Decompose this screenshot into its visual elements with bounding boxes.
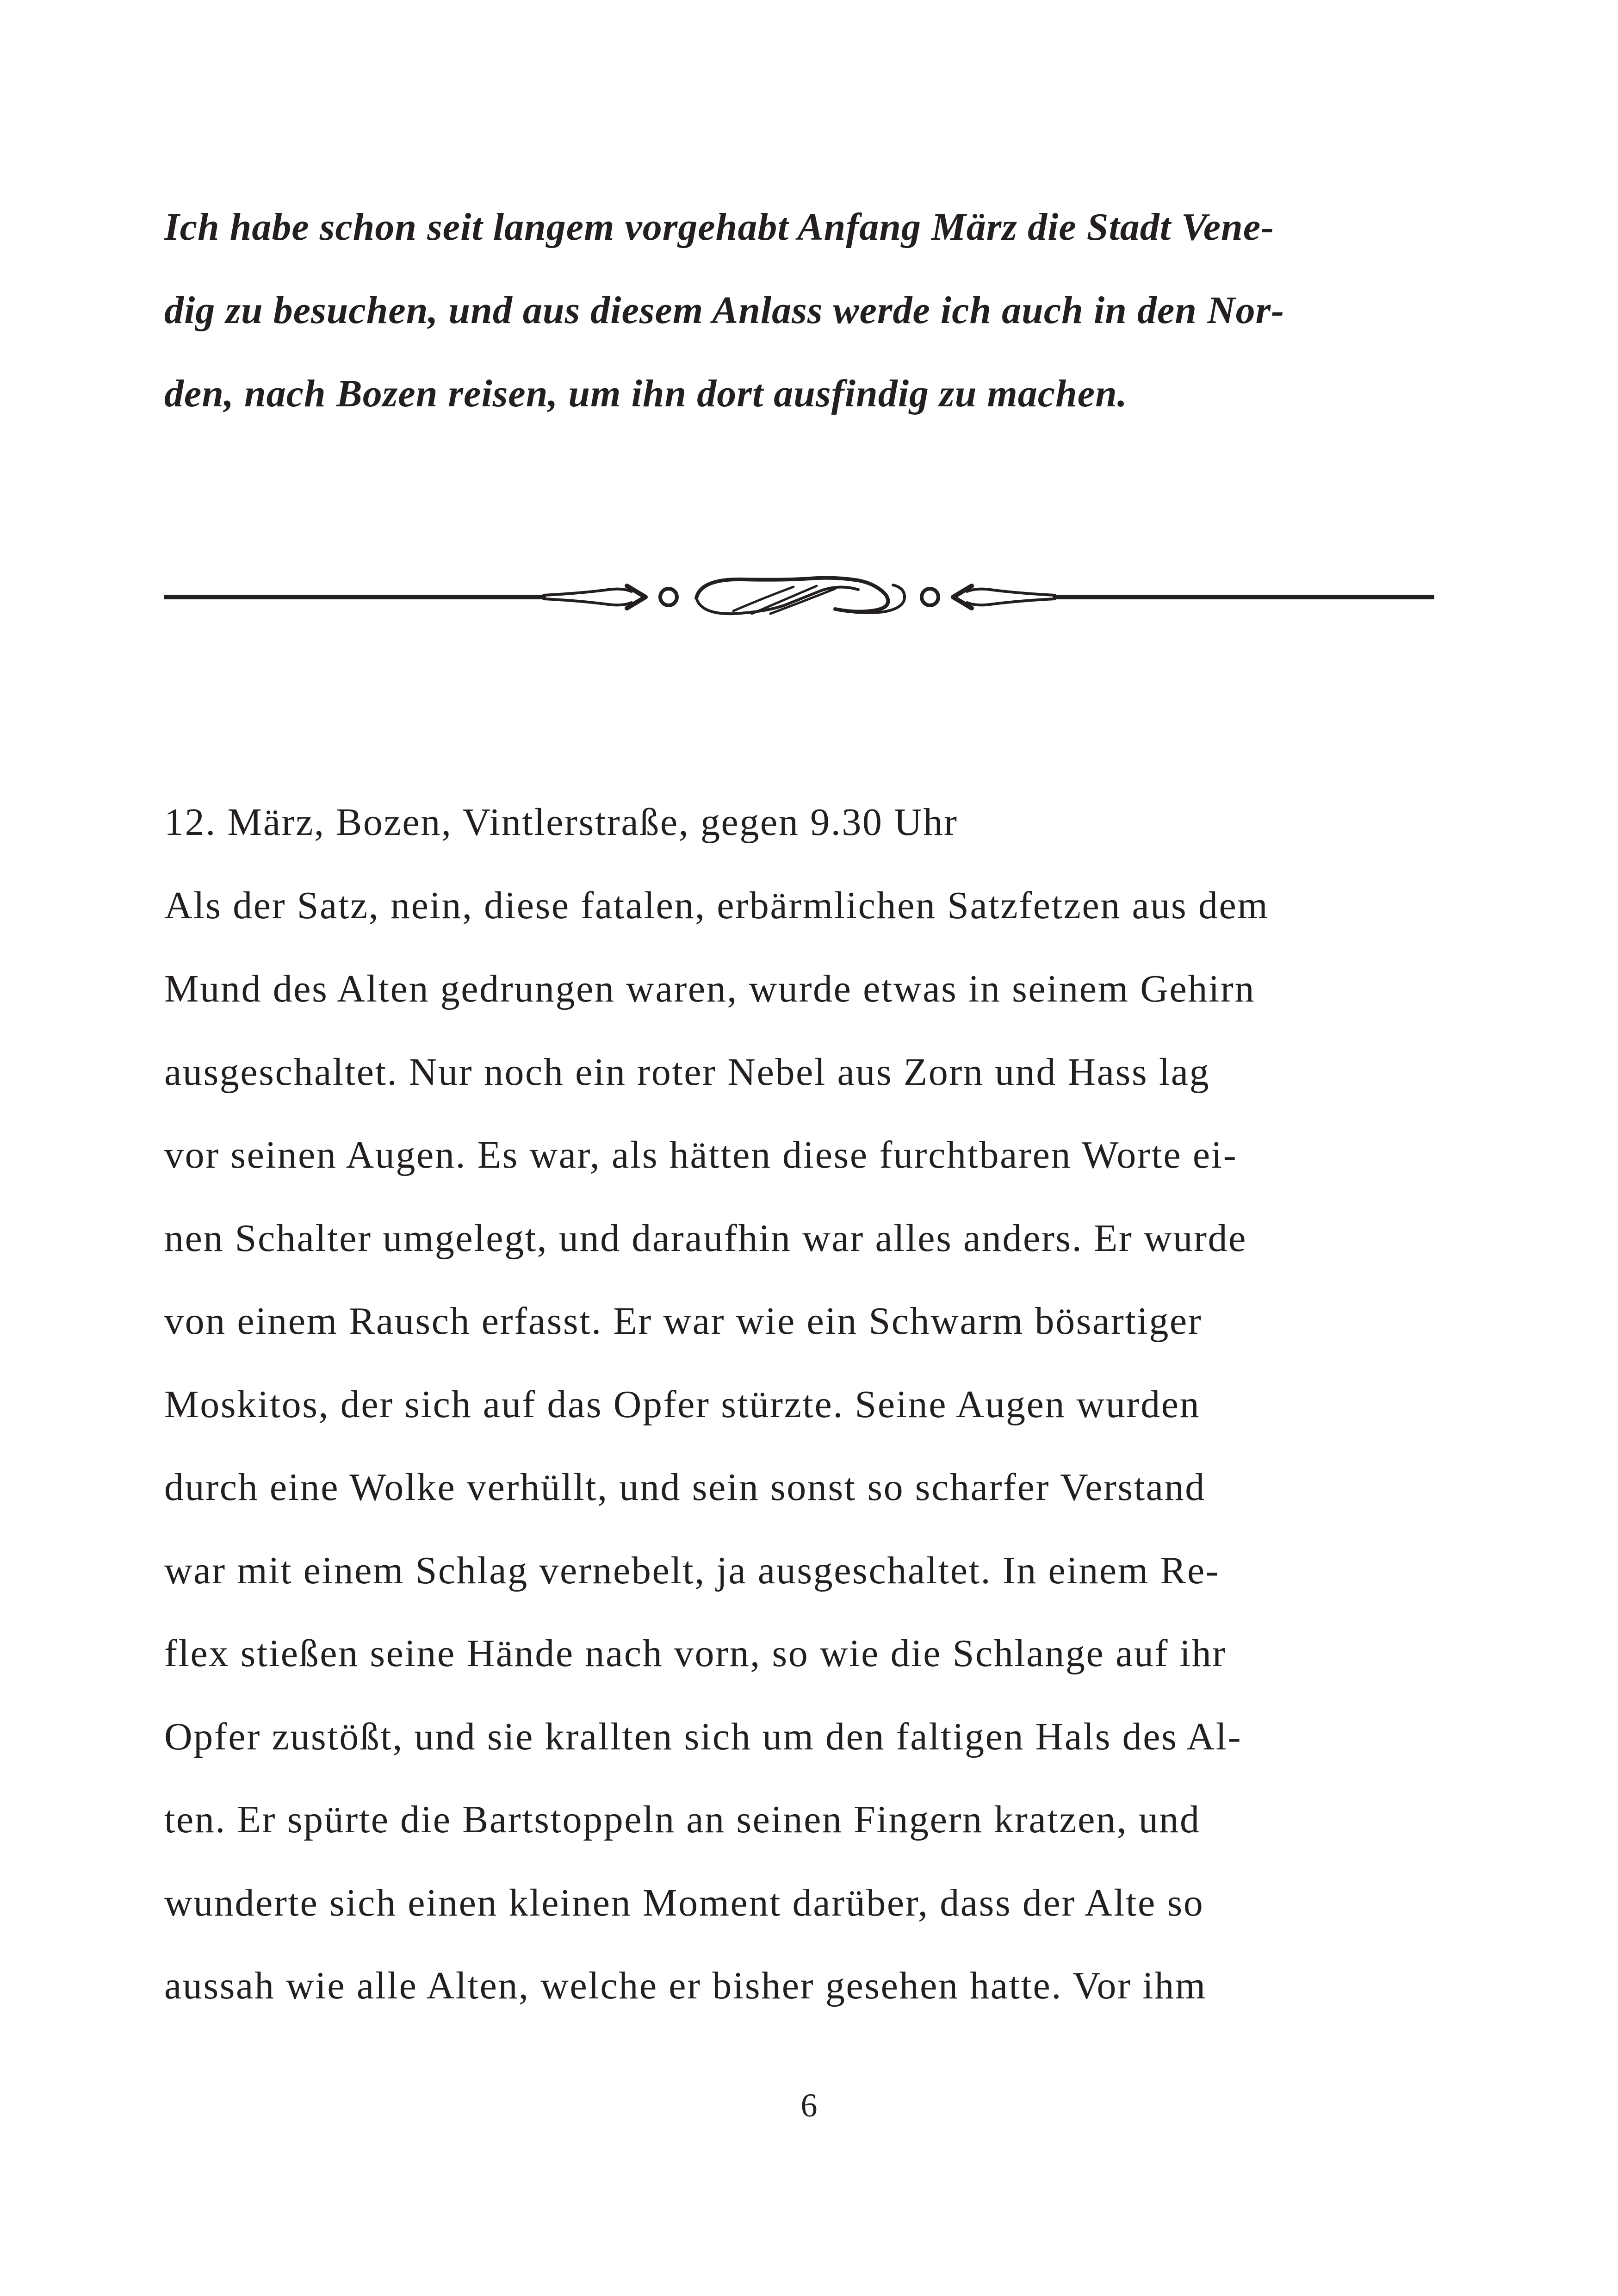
body-line: flex stießen seine Hände nach vorn, so wie die Schlange auf ihr (164, 1632, 1227, 1675)
body-line: von einem Rausch erfasst. Er war wie ein Schwarm bösartiger (164, 1300, 1203, 1343)
flourish-divider-icon (164, 569, 1434, 625)
body-line: war mit einem Schlag vernebelt, ja ausgeschaltet. In einem Re- (164, 1549, 1220, 1592)
entry-heading: 12. März, Bozen, Vintlerstraße, gegen 9.30 Uhr (164, 801, 958, 844)
body-line: wunderte sich einen kleinen Moment darüber, dass der Alte so (164, 1881, 1204, 1924)
body-line: Moskitos, der sich auf das Opfer stürzte. Seine Augen wurden (164, 1383, 1201, 1426)
body-line: ten. Er spürte die Bartstoppeln an seinen Fingern kratzen, und (164, 1798, 1201, 1841)
intro-line: dig zu besuchen, und aus diesem Anlass werde ich auch in den Nor- (164, 289, 1285, 332)
body-line: nen Schalter umgelegt, und daraufhin war alles anders. Er wurde (164, 1217, 1247, 1260)
body-line: aussah wie alle Alten, welche er bisher gesehen hatte. Vor ihm (164, 1964, 1207, 2007)
body-line: Als der Satz, nein, diese fatalen, erbärmlichen Satzfetzen aus dem (164, 884, 1269, 927)
intro-line: den, nach Bozen reisen, um ihn dort ausfindig zu machen. (164, 372, 1128, 415)
page-number: 6 (800, 2087, 818, 2124)
intro-line: Ich habe schon seit langem vorgehabt Anfang März die Stadt Vene- (164, 205, 1275, 249)
body-line: Opfer zustößt, und sie krallten sich um den faltigen Hals des Al- (164, 1715, 1242, 1758)
body-line: ausgeschaltet. Nur noch ein roter Nebel aus Zorn und Hass lag (164, 1051, 1210, 1094)
body-line: durch eine Wolke verhüllt, und sein sonst so scharfer Verstand (164, 1466, 1206, 1509)
body-line: Mund des Alten gedrungen waren, wurde etwas in seinem Gehirn (164, 967, 1256, 1010)
body-line: vor seinen Augen. Es war, als hätten diese furchtbaren Worte ei- (164, 1133, 1238, 1176)
